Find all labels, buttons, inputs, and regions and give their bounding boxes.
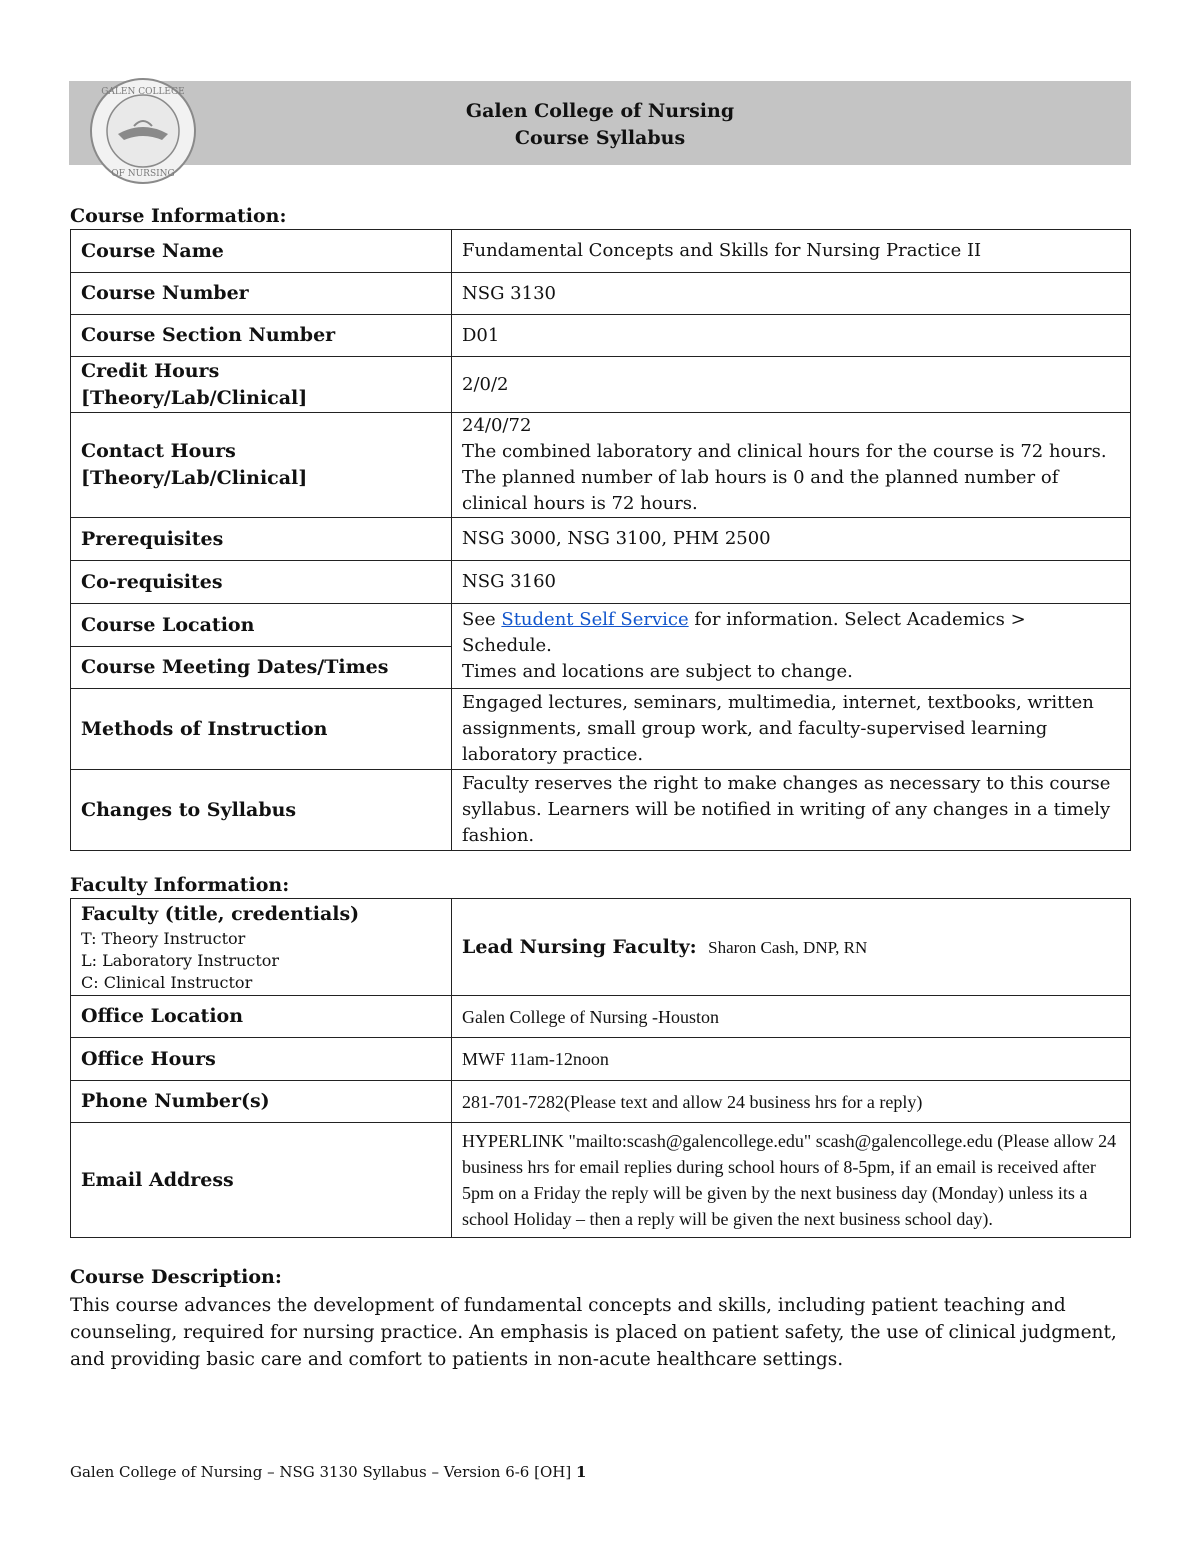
row-value: Galen College of Nursing -Houston — [452, 996, 1131, 1038]
value-suffix: for information. Select Academics > Schedule. — [462, 609, 1026, 656]
table-row — [71, 770, 1131, 851]
row-label: Course Number — [71, 273, 452, 315]
faculty-label: Faculty (title, credentials) — [81, 902, 360, 925]
row-value: D01 — [452, 315, 1131, 357]
row-label: Office Hours — [71, 1038, 452, 1081]
row-label: Course Meeting Dates/Times — [71, 647, 452, 689]
course-information-heading: Course Information: — [70, 205, 287, 227]
row-value: 2/0/2 — [452, 357, 1131, 413]
row-value — [452, 604, 1131, 689]
row-label — [71, 413, 452, 518]
row-label: Course Name — [71, 230, 452, 273]
label-line: Contact Hours — [81, 440, 236, 462]
svg-text:OF NURSING: OF NURSING — [111, 169, 175, 179]
table-row — [71, 689, 1131, 770]
svg-text:GALEN COLLEGE: GALEN COLLEGE — [101, 87, 185, 97]
row-label: Co-requisites — [71, 561, 452, 604]
table-row — [71, 315, 1131, 357]
course-description-heading: Course Description: — [70, 1266, 282, 1288]
table-row — [71, 273, 1131, 315]
table-row — [71, 604, 1131, 647]
row-value: NSG 3160 — [452, 561, 1131, 604]
table-row — [71, 1081, 1131, 1123]
row-value — [452, 899, 1131, 996]
row-label: Prerequisites — [71, 518, 452, 561]
row-value: 281-701-7282(Please text and allow 24 business hrs for a reply) — [452, 1081, 1131, 1123]
row-label — [71, 357, 452, 413]
lead-faculty-name: Sharon Cash, DNP, RN — [708, 937, 868, 957]
college-name: Galen College of Nursing — [465, 100, 735, 122]
row-label: Course Location — [71, 604, 452, 647]
page-number: 1 — [575, 1463, 587, 1481]
table-row — [71, 230, 1131, 273]
table-row — [71, 357, 1131, 413]
row-label: Course Section Number — [71, 315, 452, 357]
value-line: Times and locations are subject to change. — [462, 661, 853, 682]
faculty-sub-line: L: Laboratory Instructor — [81, 950, 280, 970]
page-footer — [70, 1463, 586, 1481]
row-label: Changes to Syllabus — [71, 770, 452, 851]
lead-faculty-label: Lead Nursing Faculty: — [462, 935, 697, 958]
value-prefix: See — [462, 609, 502, 630]
email-value: HYPERLINK "mailto:scash@galencollege.edu" scash@galencollege.edu (Please allow 24 business hrs for email replies during school hours of 8-5pm, if an email is received after 5pm on a Friday the reply will be given by the next business day (Monday) unless its a school Holiday – then a reply will be given the next business school day). — [452, 1123, 1131, 1238]
row-label: Email Address — [71, 1123, 452, 1238]
row-value — [452, 413, 1131, 518]
value-line — [462, 607, 1120, 659]
table-row — [71, 1123, 1131, 1238]
course-information-table — [70, 229, 1131, 851]
footer-text: Galen College of Nursing – NSG 3130 Syllabus – Version 6-6 [OH] — [70, 1463, 576, 1481]
label-line: [Theory/Lab/Clinical] — [81, 386, 308, 409]
label-line: Credit Hours — [81, 359, 220, 382]
row-label: Methods of Instruction — [71, 689, 452, 770]
row-value: Engaged lectures, seminars, multimedia, internet, textbooks, written assignments, small group work, and faculty-supervised learning laboratory practice. — [452, 689, 1131, 770]
faculty-information-heading: Faculty Information: — [70, 874, 290, 896]
table-row — [71, 561, 1131, 604]
row-label: Office Location — [71, 996, 452, 1038]
table-row — [71, 518, 1131, 561]
course-description-text: This course advances the development of fundamental concepts and skills, including patient teaching and counseling, required for nursing practice. An emphasis is placed on patient safety, the use of clinical judgment, and providing basic care and comfort to patients in non-acute healthcare settings. — [70, 1295, 1117, 1370]
syllabus-title: Course Syllabus — [514, 127, 686, 149]
student-self-service-link[interactable]: Student Self Service — [501, 609, 689, 630]
label-line: [Theory/Lab/Clinical] — [81, 467, 308, 489]
row-value: Fundamental Concepts and Skills for Nursing Practice II — [452, 230, 1131, 273]
row-value: NSG 3000, NSG 3100, PHM 2500 — [452, 518, 1131, 561]
row-label: Phone Number(s) — [71, 1081, 452, 1123]
table-row — [71, 413, 1131, 518]
faculty-sub-line: C: Clinical Instructor — [81, 972, 253, 992]
value-line: The combined laboratory and clinical hours for the course is 72 hours. The planned number of lab hours is 0 and the planned number of clinical hours is 72 hours. — [462, 441, 1107, 514]
row-label — [71, 899, 452, 996]
row-value: MWF 11am-12noon — [452, 1038, 1131, 1081]
faculty-sub-line: T: Theory Instructor — [81, 928, 246, 948]
faculty-information-table — [70, 898, 1131, 1238]
value-line: 24/0/72 — [462, 415, 532, 436]
table-row — [71, 996, 1131, 1038]
row-value: Faculty reserves the right to make changes as necessary to this course syllabus. Learners will be notified in writing of any changes in a timely fashion. — [452, 770, 1131, 851]
table-row — [71, 899, 1131, 996]
row-value: NSG 3130 — [452, 273, 1131, 315]
table-row — [71, 1038, 1131, 1081]
document-title — [69, 98, 1131, 152]
